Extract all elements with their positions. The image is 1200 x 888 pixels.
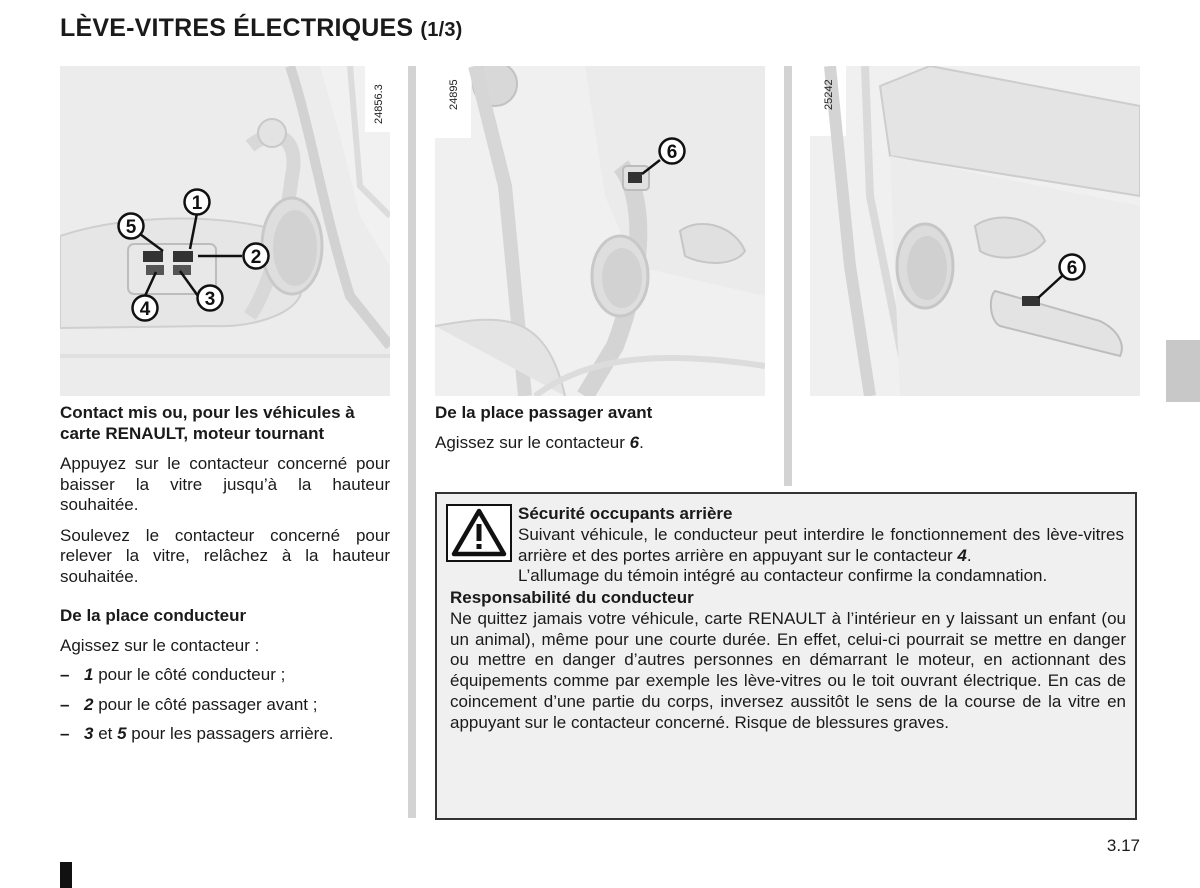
- footer-marker: [60, 862, 72, 888]
- left-para-1: Appuyez sur le contacteur concerné pour baisser la vitre jusqu’à la hauteur souhaitée.: [60, 454, 390, 514]
- list-item-text: et: [93, 724, 118, 743]
- driver-heading: De la place conducteur: [60, 606, 247, 625]
- warning-triangle-icon: [446, 504, 512, 562]
- warning-heading-rear: Sécurité occupants arrière: [518, 504, 733, 523]
- passenger-instruction: [435, 433, 765, 454]
- switch-number: 6: [629, 432, 640, 452]
- callout-5: 5: [125, 217, 137, 238]
- page-title-main: LÈVE-VITRES ÉLECTRIQUES: [60, 14, 414, 42]
- switch-number: 2: [84, 694, 94, 714]
- figure-passenger-switch: [435, 66, 765, 396]
- list-item-text: pour le côté passager avant ;: [93, 694, 318, 714]
- warning-body-driver: Ne quittez jamais votre véhicule, carte RENAULT à l’intérieur en y laissant un enfant (ou un animal), même pour une courte durée. En effet, celui-ci pourrait se mettre en danger ou mettre en danger d’autres personnes en démarrant le moteur, en actionnant des équipements comme par exemple les lève-vitres ou le toit ouvrant électrique. En cas de coincement d’une partie du corps, inversez aussitôt le sens de la course de la vitre en appuyant sur le contacteur concerné. Risque de blessures graves.: [450, 608, 1126, 732]
- warning-section-rear: [518, 504, 1124, 587]
- passenger-text-after: .: [639, 432, 644, 452]
- switch-number: 5: [117, 724, 127, 743]
- list-dash: –: [60, 694, 70, 714]
- callout-3: 3: [204, 289, 216, 310]
- page-title-sub: (1/3): [420, 19, 463, 41]
- list-item: [60, 724, 390, 745]
- middle-column: [435, 403, 765, 453]
- list-item-text: pour les passagers arrière.: [126, 724, 334, 743]
- list-dash: –: [60, 665, 70, 684]
- warning-body-rear: [518, 525, 1124, 567]
- callout-2: 2: [250, 247, 262, 268]
- figure-ref-2: 24895: [448, 79, 460, 110]
- figure-rear-switch: [810, 66, 1140, 396]
- list-item: [60, 695, 390, 716]
- warning-section-driver: [450, 588, 1126, 734]
- left-heading: Contact mis ou, pour les véhicules à carte RENAULT, moteur tournant: [60, 403, 355, 443]
- passenger-heading: De la place passager avant: [435, 403, 653, 422]
- figure-ref-3: 25242: [823, 79, 835, 110]
- callout-6-front: 6: [666, 142, 678, 163]
- section-tab: [1166, 340, 1200, 402]
- warning-body-rear-text: Suivant véhicule, le conducteur peut interdire le fonctionnement des lève-vitres arrière et des portes arrière en appuyant sur le contacteur: [518, 524, 1124, 565]
- switch-number: 3: [84, 724, 94, 743]
- figure-ref-1: 24856.3: [373, 84, 385, 124]
- rear-door-illustration: [810, 66, 1140, 396]
- list-dash: –: [60, 724, 70, 743]
- switch-number: 1: [84, 665, 94, 684]
- list-item-text: pour le côté conducteur ;: [93, 665, 286, 684]
- callout-4: 4: [139, 299, 151, 320]
- driver-switch-list: [60, 665, 390, 745]
- driver-intro: Agissez sur le contacteur :: [60, 635, 260, 655]
- column-separator-right: [784, 66, 792, 486]
- left-column: [60, 403, 390, 745]
- column-separator-left: [408, 66, 416, 818]
- left-para-2: Soulevez le contacteur concerné pour relever la vitre, relâchez à la hauteur souhaitée.: [60, 525, 390, 586]
- callout-1: 1: [191, 193, 203, 214]
- callout-6-rear: 6: [1066, 258, 1078, 279]
- driver-door-illustration: [60, 66, 390, 396]
- figure-driver-switches: [60, 66, 390, 396]
- warning-box: [435, 492, 1137, 820]
- warning-body-rear-end: .: [966, 545, 972, 565]
- page-number: 3.17: [1106, 836, 1140, 855]
- warning-body-rear-indicator: L’allumage du témoin intégré au contacteur confirme la condamnation.: [518, 566, 1048, 586]
- switch-number: 4: [957, 545, 967, 565]
- list-item: [60, 665, 390, 686]
- warning-heading-driver: Responsabilité du conducteur: [450, 588, 694, 607]
- passenger-door-illustration: [435, 66, 765, 396]
- passenger-text-before: Agissez sur le contacteur: [435, 432, 630, 452]
- page-title: [60, 14, 463, 43]
